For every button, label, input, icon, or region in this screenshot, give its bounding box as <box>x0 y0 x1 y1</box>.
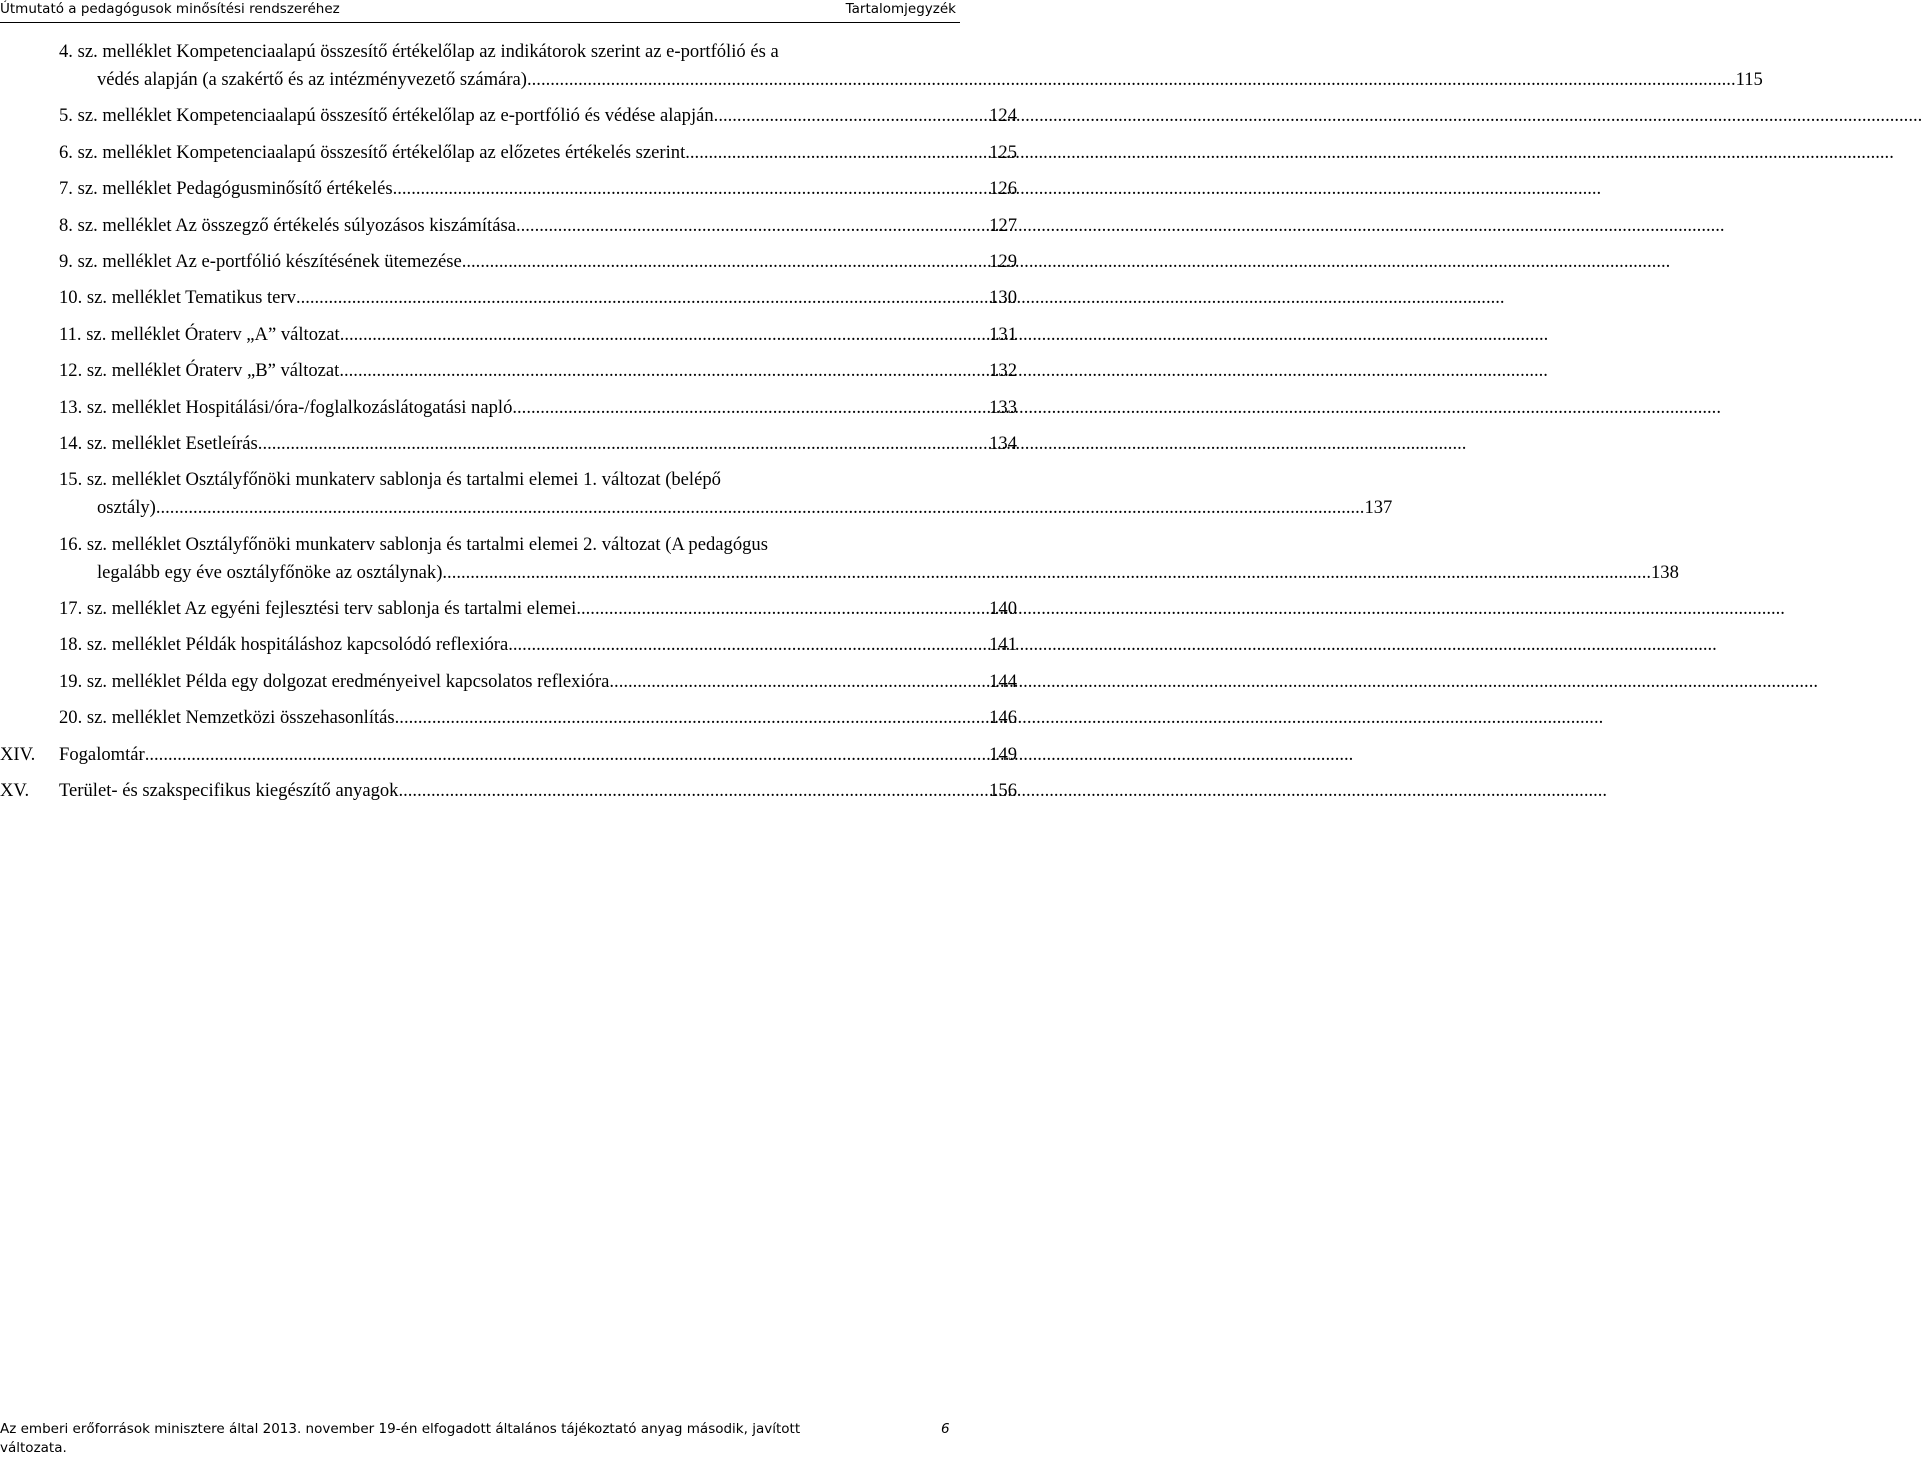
dot-leader <box>516 212 989 240</box>
toc-entry-text: melléklet Az e-portfólió készítésének ütemezése <box>102 250 462 272</box>
toc-entry[interactable] <box>0 139 1017 167</box>
page-number: 6 <box>941 1421 950 1437</box>
toc-entry-text-line1: melléklet Osztályfőnöki munkaterv sablonja és tartalmi elemei 2. változat (A pedagógus <box>111 533 768 555</box>
toc-entry-number: 9. sz. <box>59 250 98 272</box>
toc-chapter-entry[interactable] <box>0 777 1017 805</box>
toc-entry[interactable] <box>0 212 1017 240</box>
toc-entry-number: 4. sz. <box>59 41 98 62</box>
toc-entry[interactable] <box>0 430 1017 458</box>
toc-entry-text: melléklet Nemzetközi összehasonlítás <box>111 707 395 729</box>
header-section-title: Tartalomjegyzék <box>845 1 956 17</box>
toc-entry-number: 17. sz. <box>59 598 108 620</box>
toc-entry-page: 138 <box>1650 561 1679 583</box>
toc-entry-text: melléklet Hospitálási/óra-/foglalkozáslátogatási napló <box>111 396 513 418</box>
toc-entry[interactable] <box>0 175 1017 203</box>
toc-entry-page: 131 <box>989 323 1017 345</box>
toc-entry[interactable] <box>0 704 1017 732</box>
dot-leader <box>462 248 989 276</box>
toc-entry-text: melléklet Az összegző értékelés súlyozásos kiszámítása <box>102 214 516 236</box>
toc-chapter-number: XIV. <box>0 743 36 765</box>
toc-entry-number: 18. sz. <box>59 634 108 656</box>
dot-leader <box>393 175 990 203</box>
toc-chapter-entry[interactable] <box>0 741 1017 769</box>
toc-entry-page: 127 <box>989 214 1017 236</box>
toc-entry[interactable] <box>0 248 1017 276</box>
toc-entry-text: melléklet Példák hospitáláshoz kapcsolódó reflexióra <box>111 634 509 656</box>
toc-entry-page: 134 <box>989 432 1017 454</box>
toc-entry-page: 125 <box>989 141 1017 163</box>
toc-chapter-page: 156 <box>989 780 1017 802</box>
toc-entry-text-line2: védés alapján (a szakértő és az intézményvezető számára) <box>97 69 527 90</box>
toc-entry-page: 130 <box>989 287 1017 309</box>
toc-entry-number: 15. sz. <box>59 469 108 491</box>
toc-entry-text-line2: osztály) <box>97 497 156 519</box>
toc-entry-page: 133 <box>989 396 1017 418</box>
toc-entry-page: 132 <box>989 360 1017 382</box>
toc-entry-text: melléklet Az egyéni fejlesztési terv sablonja és tartalmi elemei <box>111 598 577 620</box>
toc-entry-text-line1: melléklet Kompetenciaalapú összesítő értékelőlap az indikátorok szerint az e-portfólió és a <box>102 41 779 62</box>
toc-entry[interactable] <box>0 631 1017 659</box>
toc-entry-number: 6. sz. <box>59 141 98 163</box>
toc-entry-number: 13. sz. <box>59 396 108 418</box>
dot-leader <box>714 102 989 130</box>
toc-entry[interactable] <box>0 102 1017 130</box>
toc-entry[interactable] <box>0 394 1017 422</box>
toc-entry-number: 8. sz. <box>59 214 98 236</box>
toc-entry-page: 115 <box>1735 69 1763 90</box>
toc-entry-page: 144 <box>989 670 1017 692</box>
toc-entry[interactable] <box>0 321 1017 349</box>
dot-leader <box>527 69 1736 90</box>
dot-leader <box>145 741 989 769</box>
toc-entry[interactable] <box>0 466 1393 522</box>
toc-entry[interactable] <box>0 668 1017 696</box>
toc-entry-number: 19. sz. <box>59 670 108 692</box>
toc-entry-text: melléklet Óraterv „B” változat <box>111 360 340 382</box>
toc-entry-text: melléklet Tematikus terv <box>111 287 296 309</box>
toc-entry-page: 124 <box>989 105 1017 127</box>
toc-entry-number: 16. sz. <box>59 533 108 555</box>
dot-leader <box>340 321 989 349</box>
toc-entry-page: 140 <box>989 598 1017 620</box>
toc-entry[interactable] <box>0 284 1017 312</box>
dot-leader <box>398 777 989 805</box>
table-of-contents <box>0 38 1763 813</box>
header-document-title: Útmutató a pedagógusok minősítési rendszeréhez <box>0 1 340 17</box>
toc-entry-number: 7. sz. <box>59 178 98 200</box>
dot-leader <box>576 595 989 623</box>
toc-entry-text-line1: melléklet Osztályfőnöki munkaterv sablonja és tartalmi elemei 1. változat (belépő <box>111 469 721 491</box>
toc-entry-number: 11. sz. <box>59 323 107 345</box>
toc-entry-text: melléklet Kompetenciaalapú összesítő értékelőlap az előzetes értékelés szerint <box>102 141 686 163</box>
toc-entry-text-line2: legalább egy éve osztályfőnöke az osztálynak) <box>97 561 443 583</box>
toc-entry[interactable] <box>0 38 1763 94</box>
toc-entry-text: melléklet Pedagógusminősítő értékelés <box>102 178 393 200</box>
dot-leader <box>512 394 989 422</box>
toc-entry[interactable] <box>0 357 1017 385</box>
toc-entry-number: 10. sz. <box>59 287 108 309</box>
toc-entry-number: 12. sz. <box>59 360 108 382</box>
footer-note: Az emberi erőforrások minisztere által 2013. november 19-én elfogadott általános tájékoztató anyag második, javított változata. <box>0 1421 801 1456</box>
toc-entry-text: melléklet Kompetenciaalapú összesítő értékelőlap az e-portfólió és védése alapján <box>102 105 714 127</box>
toc-chapter-number: XV. <box>0 780 30 802</box>
toc-chapter-text: Terület- és szakspecifikus kiegészítő anyagok <box>59 780 399 802</box>
toc-entry-number: 14. sz. <box>59 432 108 454</box>
toc-entry-text: melléklet Óraterv „A” változat <box>111 323 340 345</box>
dot-leader <box>442 562 1651 583</box>
toc-entry[interactable] <box>0 531 1679 587</box>
dot-leader <box>685 139 989 167</box>
toc-entry-number: 20. sz. <box>59 707 108 729</box>
dot-leader <box>156 497 1365 518</box>
toc-entry-page: 126 <box>989 178 1017 200</box>
toc-entry-page: 129 <box>989 250 1017 272</box>
toc-entry-page: 146 <box>989 707 1017 729</box>
dot-leader <box>339 357 989 385</box>
dot-leader <box>296 284 989 312</box>
toc-entry-page: 137 <box>1364 497 1393 519</box>
dot-leader <box>609 668 989 696</box>
toc-entry-text: melléklet Esetleírás <box>111 432 258 454</box>
toc-entry-page: 141 <box>989 634 1017 656</box>
dot-leader <box>508 631 989 659</box>
toc-entry[interactable] <box>0 595 1017 623</box>
dot-leader <box>395 704 989 732</box>
toc-entry-number: 5. sz. <box>59 105 98 127</box>
toc-chapter-page: 149 <box>989 743 1017 765</box>
toc-chapter-text: Fogalomtár <box>59 743 145 765</box>
page-header <box>0 0 960 23</box>
dot-leader <box>258 430 989 458</box>
toc-entry-text: melléklet Példa egy dolgozat eredményeivel kapcsolatos reflexióra <box>111 670 610 692</box>
